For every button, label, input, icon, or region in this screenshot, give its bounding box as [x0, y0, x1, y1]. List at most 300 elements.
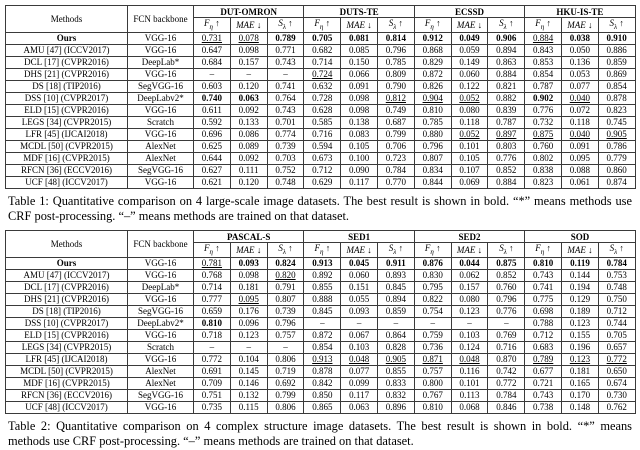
- metric-value: 0.698: [525, 305, 562, 317]
- table1-header: [6, 6, 636, 33]
- method-cell: MDF [16] (CVPR2015): [6, 152, 128, 164]
- metric-value: 0.113: [451, 389, 488, 401]
- metric-value: 0.674: [598, 377, 635, 389]
- metric-value: 0.810: [525, 257, 562, 269]
- metric-value: 0.874: [598, 176, 635, 188]
- metric-value: 0.882: [488, 92, 525, 104]
- table-row: [6, 32, 636, 44]
- metric-value: 0.103: [451, 329, 488, 341]
- metric-value: 0.796: [377, 44, 414, 56]
- metric-value: 0.830: [414, 269, 451, 281]
- dataset-header: SED2: [414, 231, 524, 243]
- backbone-cell: AlexNet: [128, 140, 194, 152]
- table-row: [6, 104, 636, 116]
- metric-value: 0.742: [488, 365, 525, 377]
- metric-value: 0.790: [377, 80, 414, 92]
- metric-value: 0.196: [562, 341, 599, 353]
- metric-header: $S_\lambda$ ↑: [378, 243, 415, 258]
- metric-header: MAE ↓: [451, 243, 488, 258]
- metric-value: 0.771: [267, 44, 304, 56]
- metric-value: 0.854: [304, 341, 341, 353]
- metric-value: 0.048: [341, 353, 378, 365]
- metric-value: 0.892: [304, 269, 341, 281]
- metric-value: 0.760: [488, 281, 525, 293]
- quantitative-table-1: [5, 5, 636, 189]
- metric-value: 0.714: [194, 281, 231, 293]
- method-cell: DSS [10] (CVPR2017): [6, 92, 128, 104]
- metric-value: 0.111: [230, 164, 267, 176]
- metric-value: 0.123: [562, 353, 599, 365]
- metric-value: 0.855: [304, 281, 341, 293]
- table-row: [6, 164, 636, 176]
- metric-value: 0.129: [562, 293, 599, 305]
- metric-value: 0.829: [414, 56, 451, 68]
- metric-value: 0.115: [230, 401, 267, 413]
- metric-value: –: [341, 317, 378, 329]
- metric-value: 0.850: [304, 389, 341, 401]
- metric-value: 0.806: [267, 353, 304, 365]
- metric-value: 0.784: [488, 389, 525, 401]
- metric-value: 0.839: [488, 104, 525, 116]
- metric-value: 0.055: [341, 293, 378, 305]
- metric-value: –: [230, 341, 267, 353]
- table-row: [6, 389, 636, 401]
- metric-value: 0.872: [414, 68, 451, 80]
- metric-value: 0.124: [451, 341, 488, 353]
- metric-value: 0.657: [598, 341, 635, 353]
- dataset-header: PASCAL-S: [194, 231, 304, 243]
- metric-value: 0.078: [230, 32, 267, 44]
- metric-value: 0.093: [230, 257, 267, 269]
- metric-value: 0.705: [304, 32, 341, 44]
- metric-value: 0.788: [525, 317, 562, 329]
- metric-value: 0.852: [488, 269, 525, 281]
- metric-value: 0.176: [230, 305, 267, 317]
- metric-value: 0.806: [267, 401, 304, 413]
- metric-value: 0.085: [341, 44, 378, 56]
- metric-value: 0.814: [377, 32, 414, 44]
- table-row: [6, 329, 636, 341]
- table-row: [6, 152, 636, 164]
- metric-value: 0.786: [598, 140, 635, 152]
- metric-value: 0.060: [451, 68, 488, 80]
- metric-value: 0.904: [414, 92, 451, 104]
- metric-header: $S_\lambda$ ↑: [377, 18, 414, 33]
- metric-value: 0.880: [414, 128, 451, 140]
- metric-value: 0.673: [304, 152, 341, 164]
- metric-value: 0.089: [230, 140, 267, 152]
- metric-value: 0.091: [561, 140, 598, 152]
- metric-value: 0.775: [525, 293, 562, 305]
- method-cell: ELD [15] (CVPR2016): [6, 329, 128, 341]
- metric-value: 0.151: [341, 281, 378, 293]
- table-row: [6, 269, 636, 281]
- metric-value: 0.077: [561, 80, 598, 92]
- metric-value: 0.712: [598, 305, 635, 317]
- metric-value: 0.826: [414, 80, 451, 92]
- metric-value: 0.796: [267, 317, 304, 329]
- metric-value: 0.802: [525, 152, 562, 164]
- metric-value: 0.796: [488, 293, 525, 305]
- metric-value: 0.157: [230, 56, 267, 68]
- metric-value: 0.732: [525, 116, 562, 128]
- metric-value: –: [378, 317, 415, 329]
- metric-value: 0.136: [561, 56, 598, 68]
- table-row: [6, 128, 636, 140]
- metric-value: 0.101: [451, 140, 488, 152]
- metric-value: 0.738: [525, 401, 562, 413]
- quantitative-table-2: [5, 230, 636, 414]
- metric-header: $F_\eta$ ↑: [304, 18, 341, 33]
- metric-header: $S_\lambda$ ↑: [267, 243, 304, 258]
- metric-value: 0.845: [304, 305, 341, 317]
- metric-value: 0.913: [304, 353, 341, 365]
- method-cell: DCL [17] (CVPR2016): [6, 281, 128, 293]
- metric-value: 0.796: [414, 140, 451, 152]
- backbone-cell: VGG-16: [128, 269, 194, 281]
- method-cell: RFCN [36] (ECCV2016): [6, 389, 128, 401]
- metric-value: 0.122: [451, 80, 488, 92]
- metric-value: 0.098: [341, 92, 378, 104]
- table-row: [6, 377, 636, 389]
- metric-value: 0.810: [194, 317, 231, 329]
- metric-header: MAE ↓: [562, 243, 599, 258]
- method-cell: DCL [17] (CVPR2016): [6, 56, 128, 68]
- metric-value: 0.107: [451, 164, 488, 176]
- method-cell: RFCN [36] (ECCV2016): [6, 164, 128, 176]
- method-cell: UCF [48] (ICCV2017): [6, 176, 128, 188]
- metric-value: 0.098: [230, 269, 267, 281]
- metric-value: 0.812: [377, 92, 414, 104]
- backbone-cell: DeepLab*: [128, 281, 194, 293]
- metric-value: 0.092: [230, 104, 267, 116]
- metric-value: 0.100: [341, 152, 378, 164]
- metric-value: 0.104: [230, 353, 267, 365]
- metric-value: 0.069: [451, 176, 488, 188]
- metric-value: –: [194, 68, 231, 80]
- metric-value: 0.845: [378, 281, 415, 293]
- metric-value: 0.870: [488, 353, 525, 365]
- metric-value: 0.061: [561, 176, 598, 188]
- metric-value: 0.585: [304, 116, 341, 128]
- metric-value: 0.040: [561, 128, 598, 140]
- metric-value: 0.859: [598, 56, 635, 68]
- metric-value: 0.894: [378, 293, 415, 305]
- metric-value: 0.063: [230, 92, 267, 104]
- metric-header: MAE ↓: [230, 18, 267, 33]
- metric-value: 0.081: [341, 32, 378, 44]
- metric-value: 0.760: [525, 140, 562, 152]
- method-cell: DS [18] (TIP2016): [6, 80, 128, 92]
- method-cell: MCDL [50] (CVPR2015): [6, 140, 128, 152]
- metric-value: 0.833: [378, 377, 415, 389]
- table-row: [6, 341, 636, 353]
- metric-value: 0.090: [341, 164, 378, 176]
- metric-value: 0.099: [341, 377, 378, 389]
- metric-value: 0.728: [304, 92, 341, 104]
- method-cell: LFR [45] (IJCAI2018): [6, 128, 128, 140]
- table-row: [6, 44, 636, 56]
- metric-value: 0.181: [562, 365, 599, 377]
- metric-value: 0.091: [341, 80, 378, 92]
- metric-value: 0.787: [488, 116, 525, 128]
- metric-header: $S_\lambda$ ↑: [598, 243, 635, 258]
- metric-value: 0.740: [194, 92, 231, 104]
- backbone-cell: SegVGG-16: [128, 305, 194, 317]
- metric-value: 0.716: [488, 341, 525, 353]
- table-row: [6, 317, 636, 329]
- metric-value: 0.886: [598, 44, 635, 56]
- dataset-header: HKU-IS-TE: [525, 6, 635, 18]
- methods-column-header: Methods: [6, 6, 128, 33]
- metric-value: –: [304, 317, 341, 329]
- metric-value: 0.189: [562, 305, 599, 317]
- metric-value: 0.753: [598, 269, 635, 281]
- metric-value: 0.739: [267, 305, 304, 317]
- metric-value: 0.776: [525, 104, 562, 116]
- metric-value: 0.629: [304, 176, 341, 188]
- metric-value: 0.800: [414, 377, 451, 389]
- metric-value: 0.785: [414, 116, 451, 128]
- metric-header: $S_\lambda$ ↑: [488, 243, 525, 258]
- metric-value: 0.741: [267, 80, 304, 92]
- backbone-cell: VGG-16: [128, 257, 194, 269]
- backbone-cell: VGG-16: [128, 68, 194, 80]
- metric-value: 0.149: [451, 56, 488, 68]
- table-row: [6, 68, 636, 80]
- method-cell: Ours: [6, 257, 128, 269]
- metric-value: 0.098: [341, 104, 378, 116]
- metric-value: 0.842: [304, 377, 341, 389]
- dataset-header: DUTS-TE: [304, 6, 414, 18]
- metric-value: 0.138: [341, 116, 378, 128]
- backbone-cell: VGG-16: [128, 293, 194, 305]
- metric-value: 0.785: [377, 56, 414, 68]
- backbone-column-header: FCN backbone: [128, 6, 194, 33]
- metric-value: 0.150: [341, 56, 378, 68]
- metric-value: –: [267, 341, 304, 353]
- backbone-cell: Scratch: [128, 341, 194, 353]
- metric-value: 0.684: [194, 56, 231, 68]
- metric-value: 0.762: [598, 401, 635, 413]
- metric-value: 0.709: [194, 377, 231, 389]
- metric-value: 0.770: [377, 176, 414, 188]
- metric-value: 0.724: [304, 68, 341, 80]
- metric-value: 0.650: [598, 365, 635, 377]
- metric-value: 0.772: [194, 353, 231, 365]
- metric-value: 0.869: [598, 68, 635, 80]
- metric-value: 0.779: [598, 152, 635, 164]
- metric-value: 0.875: [488, 257, 525, 269]
- metric-value: 0.092: [230, 152, 267, 164]
- method-cell: DSS [10] (CVPR2017): [6, 317, 128, 329]
- metric-header: $F_\eta$ ↑: [414, 243, 451, 258]
- metric-value: 0.744: [598, 317, 635, 329]
- metric-value: 0.712: [525, 329, 562, 341]
- metric-value: 0.784: [598, 257, 635, 269]
- metric-value: 0.821: [488, 80, 525, 92]
- metric-value: 0.823: [525, 176, 562, 188]
- metric-value: 0.053: [561, 68, 598, 80]
- table-row: [6, 56, 636, 68]
- metric-value: 0.703: [267, 152, 304, 164]
- metric-value: 0.820: [267, 269, 304, 281]
- method-cell: LEGS [34] (CVPR2015): [6, 116, 128, 128]
- table-row: [6, 80, 636, 92]
- metric-header: $F_\eta$ ↑: [194, 18, 231, 33]
- metric-value: 0.757: [267, 329, 304, 341]
- backbone-cell: VGG-16: [128, 128, 194, 140]
- metric-value: 0.594: [304, 140, 341, 152]
- metric-value: 0.096: [230, 317, 267, 329]
- metric-value: 0.719: [267, 365, 304, 377]
- metric-value: 0.714: [304, 56, 341, 68]
- metric-value: 0.807: [267, 293, 304, 305]
- metric-value: 0.119: [562, 257, 599, 269]
- metric-value: 0.683: [525, 341, 562, 353]
- metric-value: –: [451, 317, 488, 329]
- metric-header: MAE ↓: [561, 18, 598, 33]
- metric-value: 0.059: [451, 44, 488, 56]
- metric-value: 0.832: [378, 389, 415, 401]
- metric-value: 0.905: [598, 128, 635, 140]
- method-cell: LFR [45] (IJCAI2018): [6, 353, 128, 365]
- metric-value: 0.077: [341, 365, 378, 377]
- metric-value: 0.876: [414, 257, 451, 269]
- metric-value: 0.647: [194, 44, 231, 56]
- metric-value: 0.803: [488, 140, 525, 152]
- backbone-cell: DeepLabv2*: [128, 317, 194, 329]
- metric-value: 0.086: [230, 128, 267, 140]
- metric-value: 0.625: [194, 140, 231, 152]
- metric-value: 0.148: [562, 401, 599, 413]
- metric-header: $S_\lambda$ ↑: [488, 18, 525, 33]
- metric-header: $F_\eta$ ↑: [194, 243, 231, 258]
- metric-value: 0.741: [525, 281, 562, 293]
- method-cell: ELD [15] (CVPR2016): [6, 104, 128, 116]
- metric-value: 0.854: [598, 80, 635, 92]
- metric-value: 0.748: [598, 281, 635, 293]
- metric-value: 0.810: [414, 104, 451, 116]
- metric-value: 0.038: [561, 32, 598, 44]
- metric-value: 0.776: [488, 152, 525, 164]
- metric-value: 0.095: [230, 293, 267, 305]
- backbone-column-header: FCN backbone: [128, 231, 194, 258]
- metric-value: 0.093: [341, 305, 378, 317]
- dataset-header: SED1: [304, 231, 414, 243]
- metric-value: 0.789: [525, 353, 562, 365]
- metric-value: 0.769: [488, 329, 525, 341]
- metric-value: 0.628: [304, 104, 341, 116]
- metric-value: 0.132: [230, 389, 267, 401]
- metric-value: 0.721: [525, 377, 562, 389]
- metric-value: 0.757: [414, 365, 451, 377]
- metric-value: 0.768: [194, 269, 231, 281]
- backbone-cell: DeepLabv2*: [128, 92, 194, 104]
- metric-value: 0.157: [451, 281, 488, 293]
- metric-value: 0.736: [414, 341, 451, 353]
- metric-value: 0.807: [414, 152, 451, 164]
- metric-value: 0.872: [304, 329, 341, 341]
- metric-header: $F_\eta$ ↑: [525, 243, 562, 258]
- metric-value: 0.745: [598, 116, 635, 128]
- metric-header: MAE ↓: [451, 18, 488, 33]
- metric-value: 0.897: [488, 128, 525, 140]
- backbone-cell: SegVGG-16: [128, 389, 194, 401]
- backbone-cell: DeepLab*: [128, 56, 194, 68]
- table-row: [6, 176, 636, 188]
- metric-value: 0.855: [378, 365, 415, 377]
- metric-value: 0.692: [267, 377, 304, 389]
- metric-value: 0.592: [194, 116, 231, 128]
- metric-value: 0.748: [267, 176, 304, 188]
- metric-value: 0.776: [488, 305, 525, 317]
- backbone-cell: AlexNet: [128, 365, 194, 377]
- metric-value: 0.905: [378, 353, 415, 365]
- metric-value: –: [414, 317, 451, 329]
- metric-value: 0.743: [525, 269, 562, 281]
- metric-header: $F_\eta$ ↑: [304, 243, 341, 258]
- metric-value: 0.068: [451, 401, 488, 413]
- metric-header: $S_\lambda$ ↑: [267, 18, 304, 33]
- method-cell: AMU [47] (ICCV2017): [6, 44, 128, 56]
- metric-value: 0.691: [194, 365, 231, 377]
- table-row: [6, 257, 636, 269]
- metric-value: 0.644: [194, 152, 231, 164]
- dataset-header: DUT-OMRON: [194, 6, 304, 18]
- metric-value: 0.824: [267, 257, 304, 269]
- backbone-cell: VGG-16: [128, 329, 194, 341]
- metric-value: 0.116: [451, 365, 488, 377]
- metric-value: 0.781: [194, 257, 231, 269]
- metric-value: 0.120: [230, 80, 267, 92]
- metric-value: 0.155: [562, 329, 599, 341]
- metric-value: 0.823: [598, 104, 635, 116]
- metric-header: $F_\eta$ ↑: [414, 18, 451, 33]
- metric-value: 0.749: [377, 104, 414, 116]
- metric-value: 0.146: [230, 377, 267, 389]
- backbone-cell: VGG-16: [128, 104, 194, 116]
- metric-value: 0.072: [561, 104, 598, 116]
- method-cell: MDF [16] (CVPR2015): [6, 377, 128, 389]
- metric-value: 0.743: [267, 104, 304, 116]
- metric-value: –: [194, 341, 231, 353]
- metric-value: 0.884: [488, 176, 525, 188]
- metric-value: 0.754: [414, 305, 451, 317]
- metric-value: 0.632: [304, 80, 341, 92]
- metric-value: –: [230, 68, 267, 80]
- metric-value: 0.910: [598, 32, 635, 44]
- table1-caption: Table 1: Quantitative comparison on 4 large-scale image datasets. The best result is shown in bold. “*” means methods use CRF post-processing. “–” means methods are trained on that dataset.: [8, 193, 632, 224]
- backbone-cell: VGG-16: [128, 32, 194, 44]
- metric-value: 0.854: [525, 68, 562, 80]
- metric-value: 0.659: [194, 305, 231, 317]
- metric-value: 0.048: [451, 353, 488, 365]
- metric-value: 0.723: [377, 152, 414, 164]
- metric-value: 0.838: [525, 164, 562, 176]
- metric-value: 0.712: [304, 164, 341, 176]
- metric-value: 0.865: [304, 401, 341, 413]
- table-row: [6, 140, 636, 152]
- metric-value: 0.133: [230, 116, 267, 128]
- backbone-cell: SegVGG-16: [128, 80, 194, 92]
- metric-value: 0.730: [598, 389, 635, 401]
- table-row: [6, 365, 636, 377]
- table2-caption: Table 2: Quantitative comparison on 4 complex structure image datasets. The best result is shown in bold. “*” means methods use CRF post-processing. “–” means methods are trained on that dataset.: [8, 418, 632, 449]
- metric-value: 0.144: [562, 269, 599, 281]
- metric-value: 0.871: [414, 353, 451, 365]
- metric-value: 0.062: [451, 269, 488, 281]
